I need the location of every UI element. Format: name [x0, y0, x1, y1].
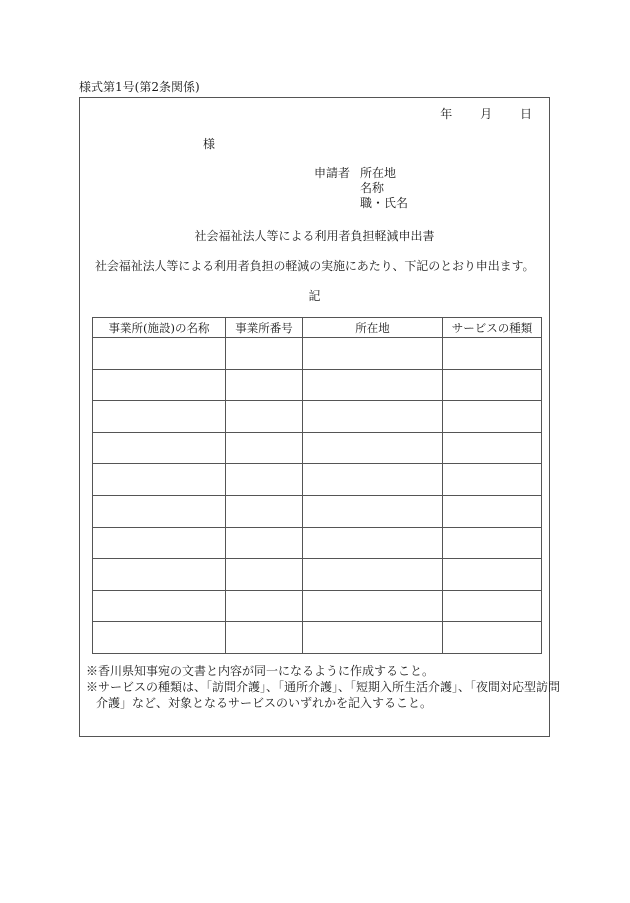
note-2-line-1: ※サービスの種類は、「訪問介護」、「通所介護」、「短期入所生活介護」、「夜間対応型訪問	[86, 680, 561, 694]
table-cell[interactable]	[226, 369, 303, 401]
date-day-label: 日	[519, 107, 532, 121]
table-cell[interactable]	[443, 369, 542, 401]
table-row	[93, 559, 542, 591]
table-cell[interactable]	[93, 401, 226, 433]
notes	[86, 663, 561, 711]
table-row	[93, 369, 542, 401]
column-header-facility-name: 事業所(施設)の名称	[93, 318, 226, 338]
table-cell[interactable]	[93, 464, 226, 496]
body-text: 社会福祉法人等による利用者負担の軽減の実施にあたり、下記のとおり申出ます。	[95, 259, 535, 273]
table-cell[interactable]	[303, 464, 443, 496]
table-cell[interactable]	[443, 559, 542, 591]
table-cell[interactable]	[226, 338, 303, 370]
table-row	[93, 464, 542, 496]
table-cell[interactable]	[93, 338, 226, 370]
table-cell[interactable]	[303, 527, 443, 559]
table-cell[interactable]	[226, 527, 303, 559]
date-month-label: 月	[480, 107, 493, 121]
table-cell[interactable]	[303, 559, 443, 591]
applicant-fields	[360, 166, 408, 211]
table-cell[interactable]	[303, 432, 443, 464]
column-header-address: 所在地	[303, 318, 443, 338]
applicant-position-name-label: 職・氏名	[360, 196, 409, 210]
form-frame	[79, 97, 561, 737]
table-cell[interactable]	[93, 432, 226, 464]
addressee-suffix: 様	[203, 137, 216, 151]
table-cell[interactable]	[93, 495, 226, 527]
table-cell[interactable]	[443, 495, 542, 527]
table-header-row	[93, 318, 542, 338]
table-row	[93, 338, 542, 370]
applicant-name-label: 名称	[360, 181, 385, 195]
column-header-service-type: サービスの種類	[443, 318, 542, 338]
table-row	[93, 622, 542, 654]
table-row	[93, 527, 542, 559]
office-table	[92, 317, 542, 654]
table-cell[interactable]	[226, 495, 303, 527]
table-cell[interactable]	[443, 590, 542, 622]
table-row	[93, 401, 542, 433]
column-header-office-number: 事業所番号	[226, 318, 303, 338]
form-number: 様式第1号(第2条関係)	[79, 80, 200, 94]
table-cell[interactable]	[93, 559, 226, 591]
table-cell[interactable]	[443, 527, 542, 559]
table-cell[interactable]	[303, 338, 443, 370]
table-cell[interactable]	[226, 590, 303, 622]
table-row	[93, 495, 542, 527]
table-cell[interactable]	[93, 527, 226, 559]
table-cell[interactable]	[93, 622, 226, 654]
applicant-address-label: 所在地	[360, 166, 397, 180]
table-cell[interactable]	[226, 559, 303, 591]
document-title: 社会福祉法人等による利用者負担軽減申出書	[194, 229, 435, 243]
table-cell[interactable]	[303, 401, 443, 433]
ki-heading: 記	[308, 289, 321, 303]
table-cell[interactable]	[443, 401, 542, 433]
table-cell[interactable]	[443, 338, 542, 370]
date-year-label: 年	[440, 107, 453, 121]
note-1: ※香川県知事宛の文書と内容が同一になるように作成すること。	[86, 664, 435, 678]
table-cell[interactable]	[226, 432, 303, 464]
applicant-label: 申請者	[314, 166, 351, 180]
table-cell[interactable]	[93, 369, 226, 401]
table-cell[interactable]	[303, 622, 443, 654]
date-line	[440, 107, 532, 121]
table-cell[interactable]	[443, 432, 542, 464]
table-row	[93, 432, 542, 464]
table-cell[interactable]	[303, 495, 443, 527]
table-row	[93, 590, 542, 622]
note-2-line-2: 介護」など、対象となるサービスのいずれかを記入すること。	[96, 696, 433, 710]
table-cell[interactable]	[443, 622, 542, 654]
table-cell[interactable]	[93, 590, 226, 622]
table-cell[interactable]	[303, 369, 443, 401]
table-cell[interactable]	[303, 590, 443, 622]
table-cell[interactable]	[226, 401, 303, 433]
table-cell[interactable]	[226, 622, 303, 654]
table-cell[interactable]	[226, 464, 303, 496]
table-cell[interactable]	[443, 464, 542, 496]
